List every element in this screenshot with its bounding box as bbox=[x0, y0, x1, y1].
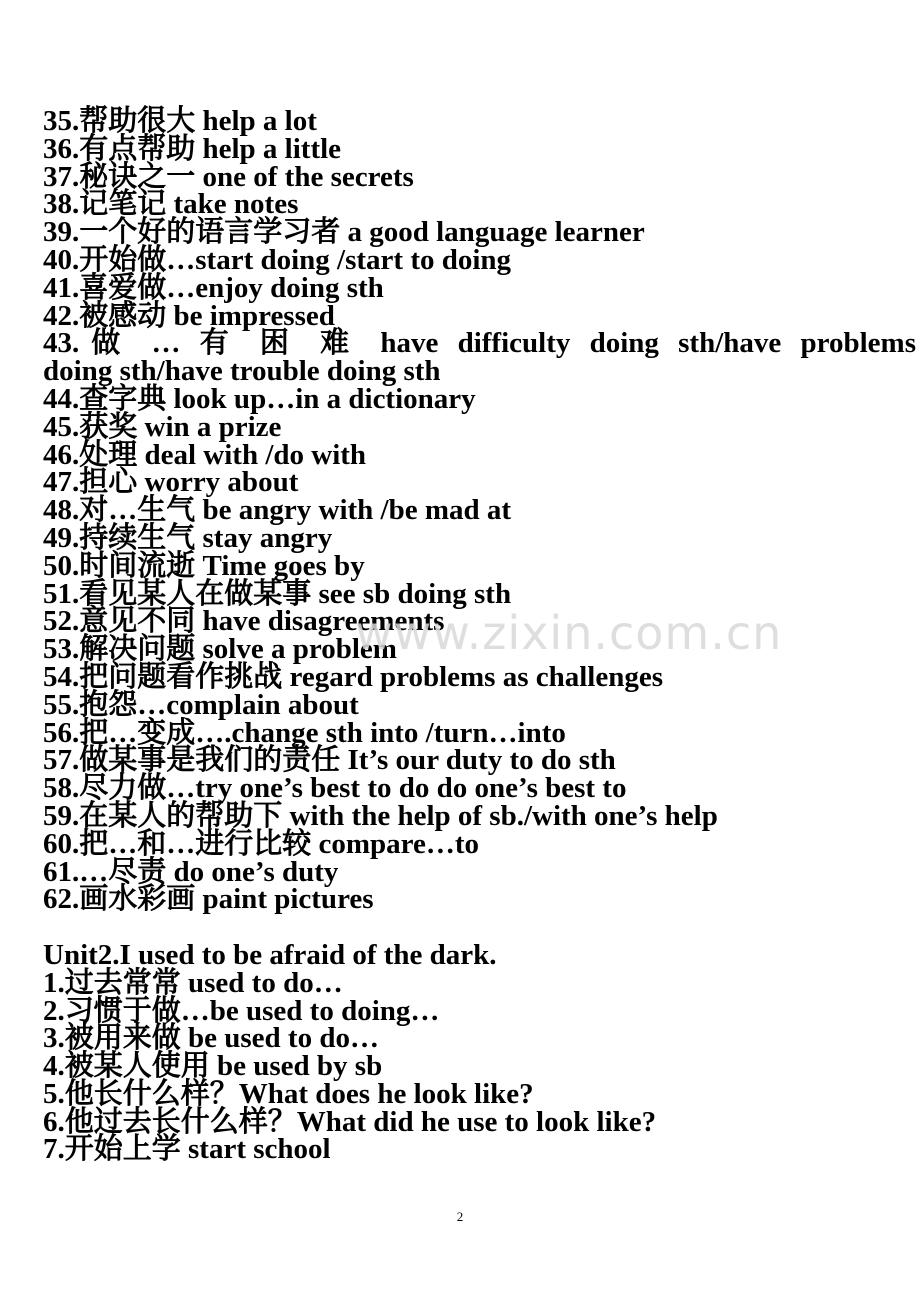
list-item: 46.处理 deal with /do with bbox=[43, 438, 367, 471]
list-item: 50.时间流逝 Time goes by bbox=[43, 549, 365, 582]
vocabulary-list bbox=[43, 105, 916, 1166]
list-item: 52.意见不同 have disagreements bbox=[43, 605, 445, 638]
list-item: 58.尽力做…try one’s best to do do one’s best to bbox=[43, 772, 627, 805]
list-item: 49.持续生气 stay angry bbox=[43, 521, 333, 554]
page-number: 2 bbox=[456, 1209, 464, 1224]
list-item: 62.画水彩画 paint pictures bbox=[43, 883, 374, 916]
list-item: 56.把…变成….change sth into /turn…into bbox=[43, 716, 566, 749]
list-item: 35.帮助很大 help a lot bbox=[43, 105, 317, 137]
list-item: 3.被用来做 be used to do… bbox=[43, 1022, 379, 1055]
list-item: 1.过去常常 used to do… bbox=[43, 966, 343, 999]
list-item: 44.查字典 look up…in a dictionary bbox=[43, 382, 476, 415]
list-item: 5.他长什么样？What does he look like? bbox=[43, 1077, 534, 1110]
list-item: 47.担心 worry about bbox=[43, 466, 299, 499]
list-item: 41.喜爱做…enjoy doing sth bbox=[43, 271, 384, 304]
list-item: 51.看见某人在做某事 see sb doing sth bbox=[43, 577, 512, 610]
list-item: 60.把…和…进行比较 compare…to bbox=[43, 827, 480, 860]
list-item-43-first-line: 43.做 … 有 困 难 have difficulty doing sth/have problems bbox=[43, 327, 916, 360]
blank-line bbox=[43, 914, 916, 942]
list-item: 37.秘诀之一 one of the secrets bbox=[43, 160, 414, 193]
list-item: 45.获奖 win a prize bbox=[43, 410, 282, 443]
list-item: 6.他过去长什么样？What did he use to look like? bbox=[43, 1105, 657, 1138]
list-item-43-continuation: doing sth/have trouble doing sth bbox=[43, 355, 441, 388]
list-item: 53.解决问题 solve a problem bbox=[43, 633, 397, 666]
list-item: 36.有点帮助 help a little bbox=[43, 132, 342, 165]
list-item: 59.在某人的帮助下 with the help of sb./with one’s help bbox=[43, 799, 718, 832]
list-item: 42.被感动 be impressed bbox=[43, 299, 335, 332]
list-item: 57.做某事是我们的责任 It’s our duty to do sth bbox=[43, 744, 616, 777]
list-item: 48.对…生气 be angry with /be mad at bbox=[43, 494, 512, 527]
list-item: 39.一个好的语言学习者 a good language learner bbox=[43, 216, 645, 249]
list-item: 2.习惯于做…be used to doing… bbox=[43, 994, 440, 1027]
watermark: www.zixin.com.cn bbox=[355, 606, 783, 660]
list-item: 38.记笔记 take notes bbox=[43, 188, 299, 221]
list-item: 4.被某人使用 be used by sb bbox=[43, 1050, 383, 1083]
list-item: 7.开始上学 start school bbox=[43, 1133, 331, 1166]
list-item: 40.开始做…start doing /start to doing bbox=[43, 243, 512, 276]
list-item: 61.…尽责 do one’s duty bbox=[43, 855, 339, 888]
unit-title: Unit2.I used to be afraid of the dark. bbox=[43, 938, 497, 971]
list-item: 54.把问题看作挑战 regard problems as challenges bbox=[43, 660, 664, 693]
list-item: 55.抱怨…complain about bbox=[43, 688, 359, 721]
